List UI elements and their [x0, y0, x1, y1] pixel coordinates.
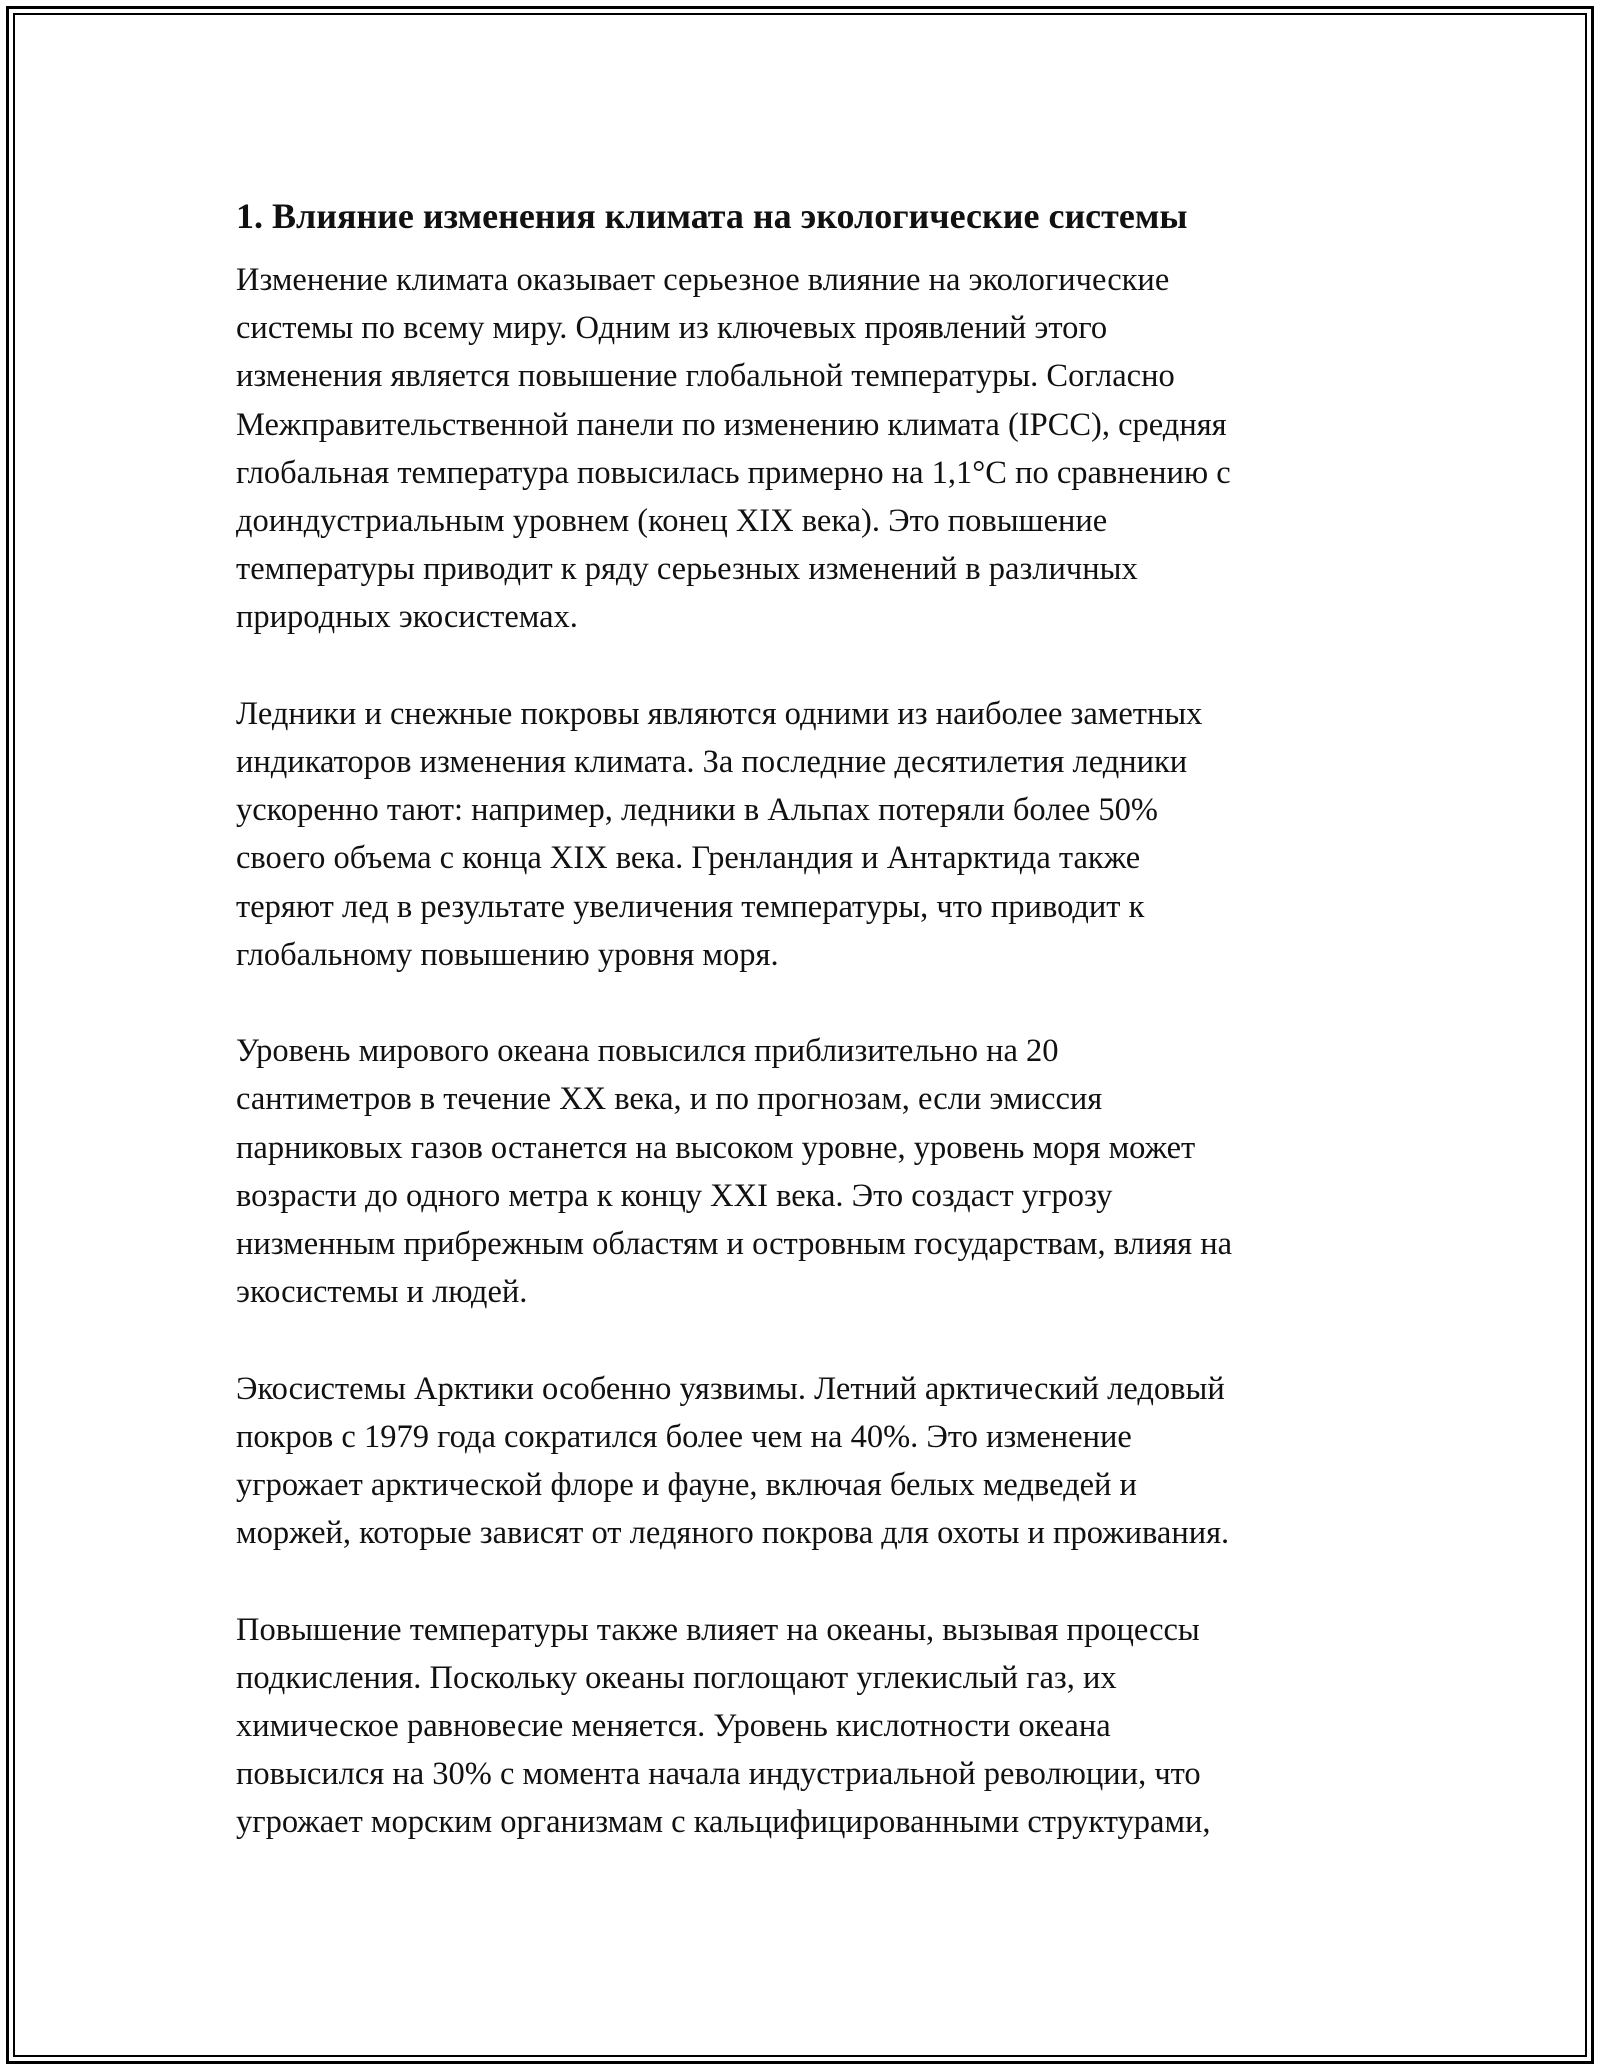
text-line: системы по всему миру. Одним из ключевых проявлений этого: [236, 310, 1108, 347]
text-line: Экосистемы Арктики особенно уязвимы. Летний арктический ледовый: [236, 1370, 1225, 1407]
paragraph-1: [236, 256, 1386, 642]
text-line: изменения является повышение глобальной температуры. Согласно: [236, 358, 1175, 395]
text-line: моржей, которые зависят от ледяного покрова для охоты и проживания.: [236, 1515, 1230, 1552]
text-line: сантиметров в течение XX века, и по прогнозам, если эмиссия: [236, 1081, 1103, 1118]
text-line: теряют лед в результате увеличения температуры, что приводит к: [236, 888, 1145, 925]
paragraph-4: [236, 1365, 1386, 1558]
text-line: угрожает арктической флоре и фауне, включая белых медведей и: [236, 1467, 1137, 1504]
text-line: парниковых газов останется на высоком уровне, уровень моря может: [236, 1129, 1196, 1166]
text-line: угрожает морским организмам с кальцифицированными структурами,: [236, 1804, 1211, 1841]
document-body: [236, 184, 1386, 1895]
paragraph-5: [236, 1606, 1386, 1847]
text-line: Повышение температуры также влияет на океаны, вызывая процессы: [236, 1611, 1200, 1648]
text-line: возрасти до одного метра к концу XXI века. Это создаст угрозу: [236, 1177, 1113, 1214]
text-line: индикаторов изменения климата. За последние десятилетия ледники: [236, 744, 1188, 781]
text-line: повысился на 30% с момента начала индустриальной революции, что: [236, 1756, 1201, 1793]
text-line: подкисления. Поскольку океаны поглощают углекислый газ, их: [236, 1659, 1117, 1696]
paragraph-2: [236, 690, 1386, 979]
text-line: глобальная температура повысилась примерно на 1,1°C по сравнению с: [236, 454, 1231, 491]
text-line: экосистемы и людей.: [236, 1274, 528, 1311]
text-line: покров с 1979 года сократился более чем на 40%. Это изменение: [236, 1418, 1132, 1455]
section-heading: 1. Влияние изменения климата на экологические системы: [236, 196, 1188, 236]
text-line: доиндустриальным уровнем (конец XIX века). Это повышение: [236, 503, 1108, 540]
text-line: природных экосистемах.: [236, 599, 578, 636]
text-line: низменным прибрежным областям и островным государствам, влияя на: [236, 1226, 1233, 1263]
text-line: Уровень мирового океана повысился приблизительно на 20: [236, 1033, 1059, 1070]
text-line: температуры приводит к ряду серьезных изменений в различных: [236, 551, 1138, 588]
paragraph-3: [236, 1027, 1386, 1316]
text-line: Изменение климата оказывает серьезное влияние на экологические: [236, 262, 1170, 298]
text-line: химическое равновесие меняется. Уровень кислотности океана: [236, 1708, 1111, 1745]
text-line: Ледники и снежные покровы являются одними из наиболее заметных: [236, 695, 1203, 732]
text-line: своего объема с конца XIX века. Гренландия и Антарктида также: [236, 840, 1141, 877]
text-line: глобальному повышению уровня моря.: [236, 936, 779, 973]
text-line: ускоренно тают: например, ледники в Альпах потеряли более 50%: [236, 792, 1158, 829]
text-line: Межправительственной панели по изменению климата (IPCC), средняя: [236, 406, 1227, 443]
